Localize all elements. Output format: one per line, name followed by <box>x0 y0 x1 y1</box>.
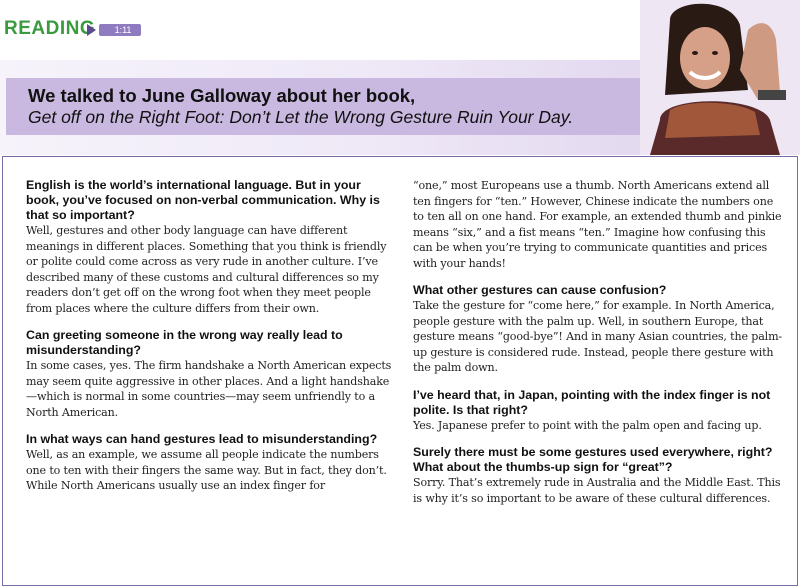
woman-on-phone-illustration <box>640 0 800 155</box>
play-icon[interactable] <box>87 24 96 36</box>
banner-title: We talked to June Galloway about her book, <box>28 85 416 106</box>
column-right <box>413 178 783 518</box>
question-5: I’ve heard that, in Japan, pointing with the index finger is not polite. Is that right? <box>413 387 771 417</box>
answer-3-continued: “one,” most Europeans use a thumb. North Americans extend all ten fingers for “ten.” However, Chinese indicate the numbers one to ten all on one hand. For example, an extended thumb and pinkie means “six,” and a fist means “ten.” Imagine how confusing this can be when you’re trying to communicate quantities and prices with your hands! <box>413 179 782 270</box>
question-2: Can greeting someone in the wrong way really lead to misunderstanding? <box>26 328 343 357</box>
question-3: In what ways can hand gestures lead to misunderstanding? <box>26 432 378 446</box>
answer-5: Yes. Japanese prefer to point with the palm open and facing up. <box>413 418 762 432</box>
audio-track-badge[interactable] <box>99 24 141 36</box>
answer-6: Sorry. That’s extremely rude in Australia and the Middle East. This is why it’s so important to be aware of these cultural differences. <box>413 476 781 505</box>
question-1: English is the world’s international language. But in your book, you’ve focused on non-verbal communication. Why is that so important? <box>26 178 380 222</box>
audio-track-label: 1:11 <box>114 25 132 35</box>
column-left <box>26 178 396 506</box>
question-6: Surely there must be some gestures used everywhere, right? What about the thumbs-up sign for “great”? <box>413 445 773 474</box>
answer-4: Take the gesture for “come here,” for example. In North America, people gesture with the palm up. Well, in southern Europe, that gesture means “good-bye”! And in many Asian countries, the palm-up gesture is considered rude. Instead, people there gesture with the palm down. <box>413 299 783 374</box>
banner-subtitle: Get off on the Right Foot: Don’t Let the Wrong Gesture Ruin Your Day. <box>28 107 574 127</box>
question-4: What other gestures can cause confusion? <box>413 283 667 297</box>
answer-3: Well, as an example, we assume all people indicate the numbers one to ten with their fingers the same way. But in fact, they don’t. While North Americans usually use an index finger for <box>26 448 387 492</box>
answer-2: In some cases, yes. The firm handshake a North American expects may seem quite aggressive in other places. And a light handshake—which is normal in some countries—may seem unfriendly to a North American. <box>26 359 392 419</box>
section-label: READING <box>4 18 96 39</box>
author-photo <box>640 0 800 155</box>
answer-1: Well, gestures and other body language can have different meanings in different places. Something that you think is friendly or polite could come across as very rude in another culture. I’ve described many of these customs and cultural differences so my readers don’t get off on the wrong foot when they meet people from places where the culture differs from their own. <box>26 224 387 315</box>
